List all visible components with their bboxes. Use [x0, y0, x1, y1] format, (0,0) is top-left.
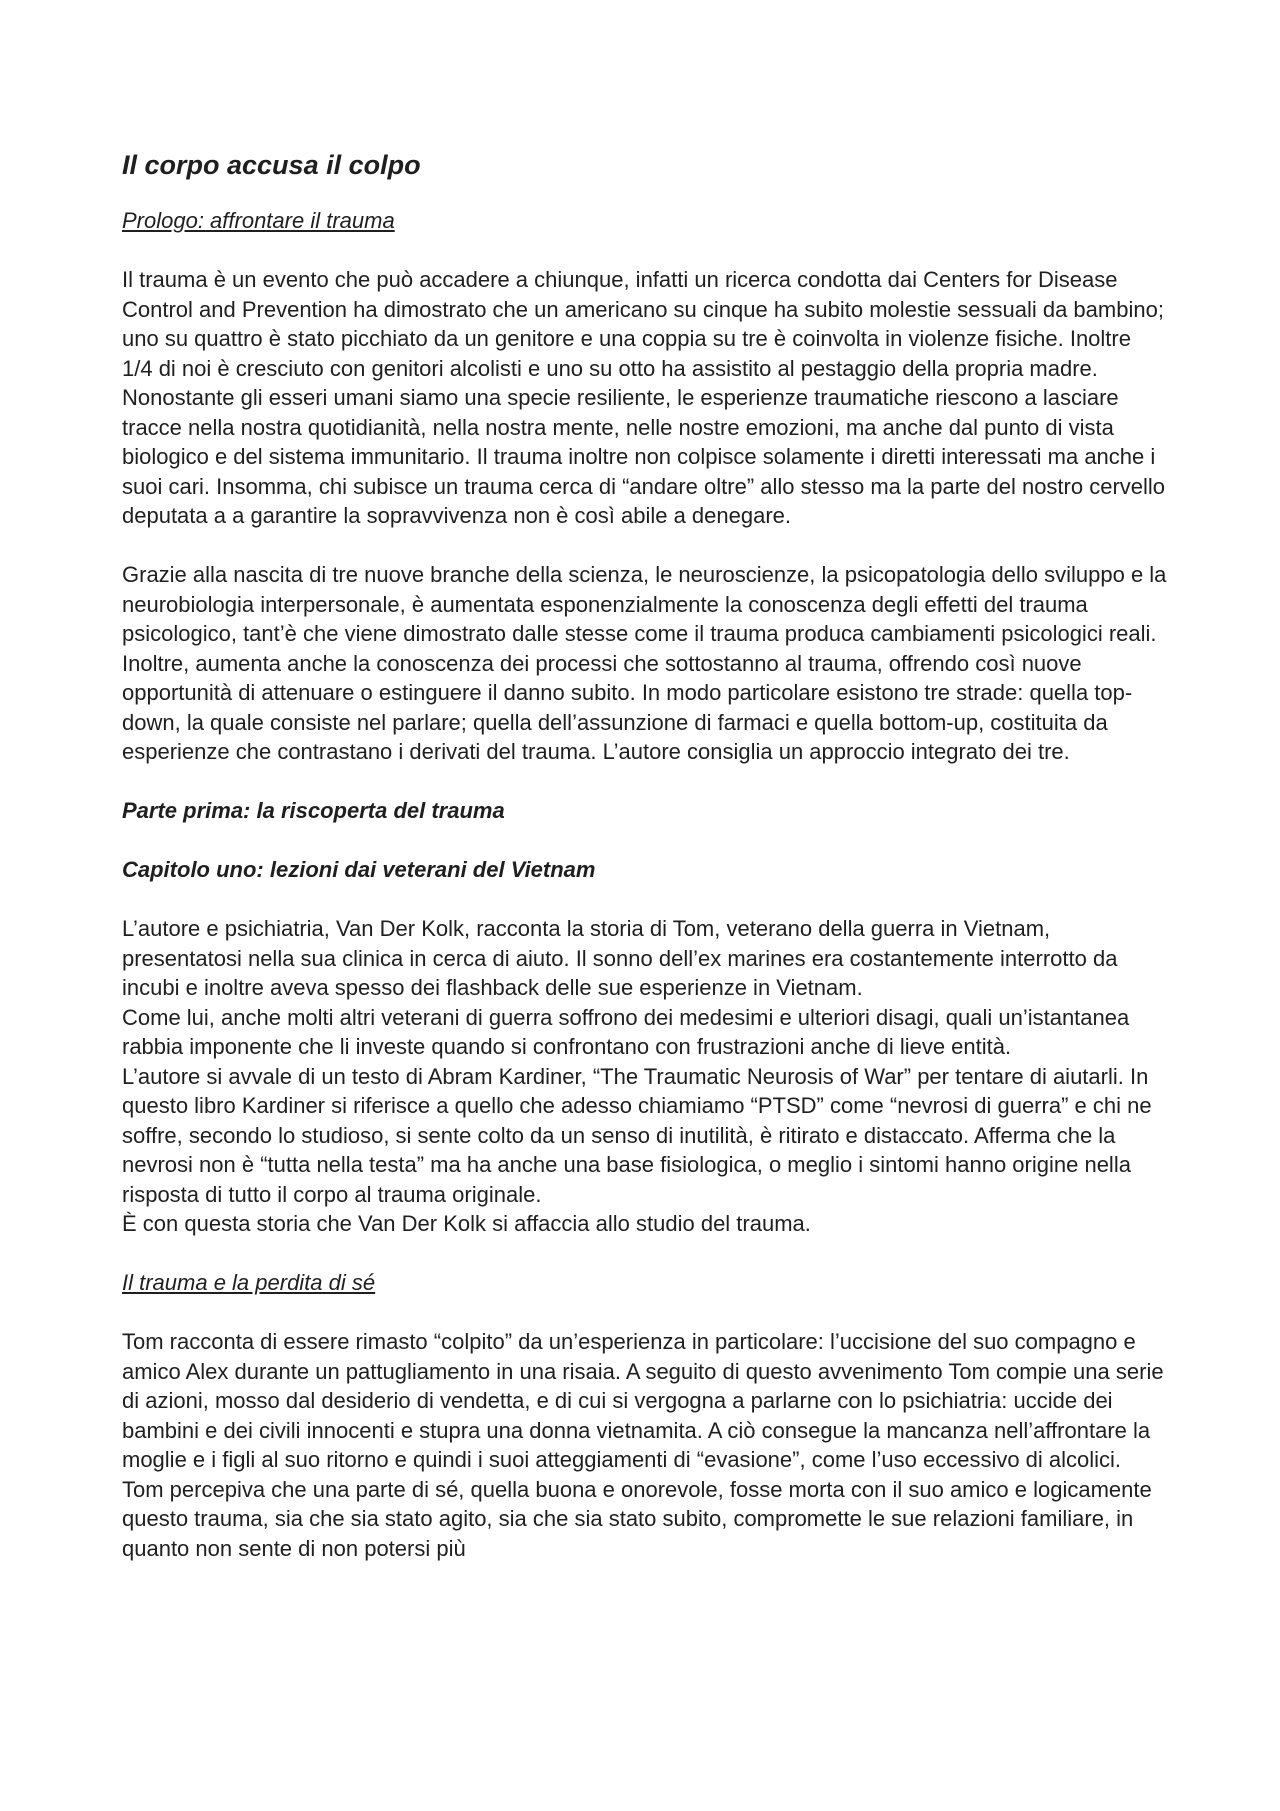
- document-title: Il corpo accusa il colpo: [122, 150, 421, 180]
- prologue-paragraph-1: Il trauma è un evento che può accadere a chiunque, infatti un ricerca condotta dai Centers for Disease Control and Prevention ha dimostrato che un americano su cinque ha subito molestie sessuali da bambino; uno su quattro è stato picchiato da un genitore e una coppia su tre è coinvolta in violenze fisiche. Inoltre 1/4 di noi è cresciuto con genitori alcolisti e uno su otto ha assistito al pestaggio della propria madre.: [122, 267, 1164, 381]
- spacer: [122, 531, 1167, 561]
- chapter-paragraph-2: Come lui, anche molti altri veterani di guerra soffrono dei medesimi e ulteriori disagi, quali un’istantanea rabbia imponente che li investe quando si confrontano con frustrazioni anche di lieve entità.: [122, 1004, 1130, 1059]
- spacer: [122, 767, 1167, 797]
- chapter-paragraph-3: L’autore si avvale di un testo di Abram Kardiner, “The Traumatic Neurosis of War” per tentare di aiutarli. In questo libro Kardiner si riferisce a quello che adesso chiamiamo “PTSD” come “nevrosi di guerra” e chi ne soffre, secondo lo studioso, si sente colto da un senso di inutilità, è ritirato e distaccato. Afferma che la nevrosi non è “tutta nella testa” ma ha anche una base fisiologica, o meglio i sintomi hanno origine nella risposta di tutto il corpo al trauma originale.: [122, 1063, 1152, 1207]
- section-paragraph-1: Tom racconta di essere rimasto “colpito” da un’esperienza in particolare: l’uccisione del suo compagno e amico Alex durante un pattugliamento in una risaia. A seguito di questo avvenimento Tom compie una serie di azioni, mosso dal desiderio di vendetta, e di cui si vergogna a parlarne con lo psichiatria: uccide dei bambini e dei civili innocenti e stupra una donna vietnamita. A ciò consegue la mancanza nell’affrontare la moglie e i figli al suo ritorno e quindi i suoi atteggiamenti di “evasione”, come l’uso eccessivo di alcolici. Tom percepiva che una parte di sé, quella buona e onorevole, fosse morta con il suo amico e logicamente questo trauma, sia che sia stato agito, sia che sia stato subito, compromette le sue relazioni familiare, in quanto non sente di non potersi più: [122, 1329, 1164, 1561]
- chapter-paragraph-4: È con questa storia che Van Der Kolk si affaccia allo studio del trauma.: [122, 1211, 811, 1236]
- prologue-paragraph-3: Grazie alla nascita di tre nuove branche della scienza, le neuroscienze, la psicopatologia dello sviluppo e la neurobiologia interpersonale, è aumentata esponenzialmente la conoscenza degli effetti del trauma psicologico, tant’è che viene dimostrato dalle stesse come il trauma produca cambiamenti psicologici reali. Inoltre, aumenta anche la conoscenza dei processi che sottostanno al trauma, offrendo così nuove opportunità di attenuare o estinguere il danno subito. In modo particolare esistono tre strade: quella top-down, la quale consiste nel parlare; quella dell’assunzione di farmaci e quella bottom-up, costituita da esperienze che contrastano i derivati del trauma. L’autore consiglia un approccio integrato dei tre.: [122, 562, 1167, 764]
- part-one-heading: Parte prima: la riscoperta del trauma: [122, 798, 505, 823]
- section-heading: Il trauma e la perdita di sé: [122, 1270, 376, 1295]
- spacer: [122, 1239, 1167, 1269]
- prologue-heading: Prologo: affrontare il trauma: [122, 208, 395, 233]
- document-page: [122, 148, 1167, 1563]
- chapter-paragraph-1: L’autore e psichiatria, Van Der Kolk, racconta la storia di Tom, veterano della guerra in Vietnam, presentatosi nella sua clinica in cerca di aiuto. Il sonno dell’ex marines era costantemente interrotto da incubi e inoltre aveva spesso dei flashback delle sue esperienze in Vietnam.: [122, 916, 1118, 1000]
- prologue-paragraph-2: Nonostante gli esseri umani siamo una specie resiliente, le esperienze traumatiche riescono a lasciare tracce nella nostra quotidianità, nella nostra mente, nelle nostre emozioni, ma anche dal punto di vista biologico e del sistema immunitario. Il trauma inoltre non colpisce solamente i diretti interessati ma anche i suoi cari. Insomma, chi subisce un trauma cerca di “andare oltre” allo stesso ma la parte del nostro cervello deputata a a garantire la sopravvivenza non è così abile a denegare.: [122, 385, 1166, 528]
- chapter-one-heading: Capitolo uno: lezioni dai veterani del Vietnam: [122, 857, 596, 882]
